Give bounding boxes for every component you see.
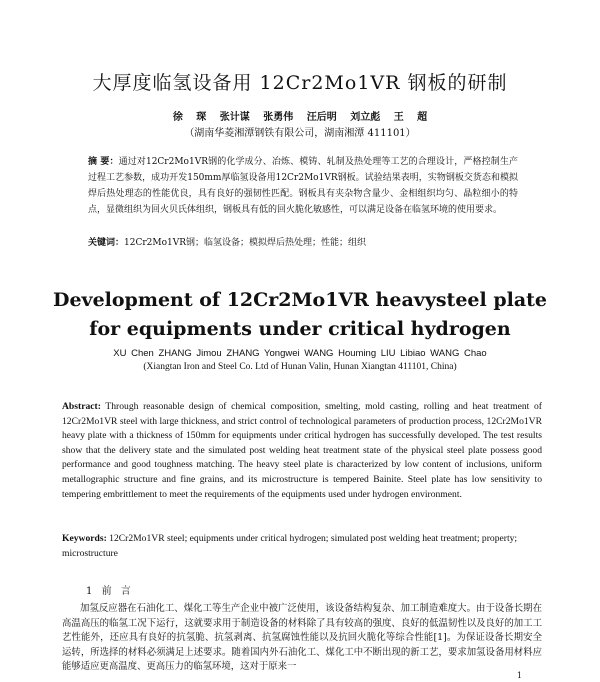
english-title-line1: Development of 12Cr2Mo1VR heavysteel plate: [52, 289, 548, 311]
chinese-abstract-text: 通过对12Cr2Mo1VR钢的化学成分、冶炼、模铸、轧制及热处理等工艺的合理设计，严格控制生产过程工艺参数，成功开发150mm厚临氢设备用12Cr2Mo1VR钢板。试验结果表明，实物钢板交货态和模拟焊后热处理态的性能优良，具有良好的强韧性匹配。钢板具有夹杂物含量少、金相组织均匀、晶粒细小的特点，显微组织为回火贝氏体组织，钢板具有低的回火脆化敏感性，可以满足设备在临氢环境的使用要求。: [88, 157, 518, 215]
english-title-line2: for equipments under critical hydrogen: [89, 318, 511, 340]
chinese-keywords-label: 关键词：: [88, 238, 125, 248]
english-keywords-text: 12Cr2Mo1VR steel; equipments under critical hydrogen; simulated post welding heat treatment; property; microstructure: [62, 533, 518, 559]
english-keywords: [62, 532, 542, 561]
section-number: 1: [86, 586, 93, 597]
english-title: [0, 286, 600, 344]
chinese-abstract-label: 摘 要：: [88, 157, 119, 167]
english-affiliation: (Xiangtan Iron and Steel Co. Ltd of Hunan Valin, Hunan Xiangtan 411101, China): [143, 362, 457, 372]
english-authors: XU Chen ZHANG Jimou ZHANG Yongwei WANG Houming LIU Libiao WANG Chao: [113, 348, 487, 359]
chinese-abstract: [88, 154, 518, 218]
chinese-authors: 徐 琛 张计谋 张勇伟 汪后明 刘立彪 王 超: [172, 112, 428, 123]
english-abstract: [62, 400, 542, 502]
chinese-keywords-text: 12Cr2Mo1VR钢；临氢设备；模拟焊后热处理；性能；组织: [124, 238, 367, 248]
page-number: 1: [516, 671, 522, 680]
body-paragraph: 加氢反应器在石油化工、煤化工等生产企业中被广泛使用，该设备结构复杂、加工制造难度大。由于设备长期在高温高压的临氢工况下运行，这就要求用于制造设备的材料除了具有较高的强度、良好的低温韧性以及良好的加工工艺性能外，还应具有良好的抗氢脆、抗氢剥离、抗氢腐蚀性能以及抗回火脆化等综合性能[1]。为保证设备长期安全运转，所选择的材料必须满足上述要求。随着国内外石油化工、煤化工中不断出现的新工艺，要求加氢设备用材料应能够适应更高温度、更高压力的临氢环境，这对于原来一: [62, 603, 542, 673]
chinese-affiliation: （湖南华菱湘潭钢铁有限公司，湖南湘潭 411101）: [184, 128, 416, 139]
english-keywords-label: Keywords:: [62, 533, 107, 544]
chinese-keywords: [88, 236, 518, 250]
section-title: 前 言: [101, 586, 131, 597]
section-heading: [86, 582, 131, 597]
english-abstract-label: Abstract:: [62, 401, 101, 412]
english-abstract-text: Through reasonable design of chemical composition, smelting, mold casting, rolling and heat treatment of 12Cr2Mo1VR steel with large thickness, and strict control of technological parameters of production process, 12Cr2Mo1VR heavy plate with a thickness of 150mm for equipments under critical hydrogen has successfully developed. The test results show that the delivery state and the simulated post welding heat treatment state of the physical steel plate possess good performance and good toughness matching. The heavy steel plate is characterized by low content of inclusions, uniform metallographic structure and fine grains, and its microstructure is tempered Bainite. Steel plate has low sensitivity to tempering embrittlement to meet the requirements of the equipments used under hydrogen environment.: [62, 401, 542, 500]
chinese-title: 大厚度临氢设备用 12Cr2Mo1VR 钢板的研制: [92, 72, 508, 94]
